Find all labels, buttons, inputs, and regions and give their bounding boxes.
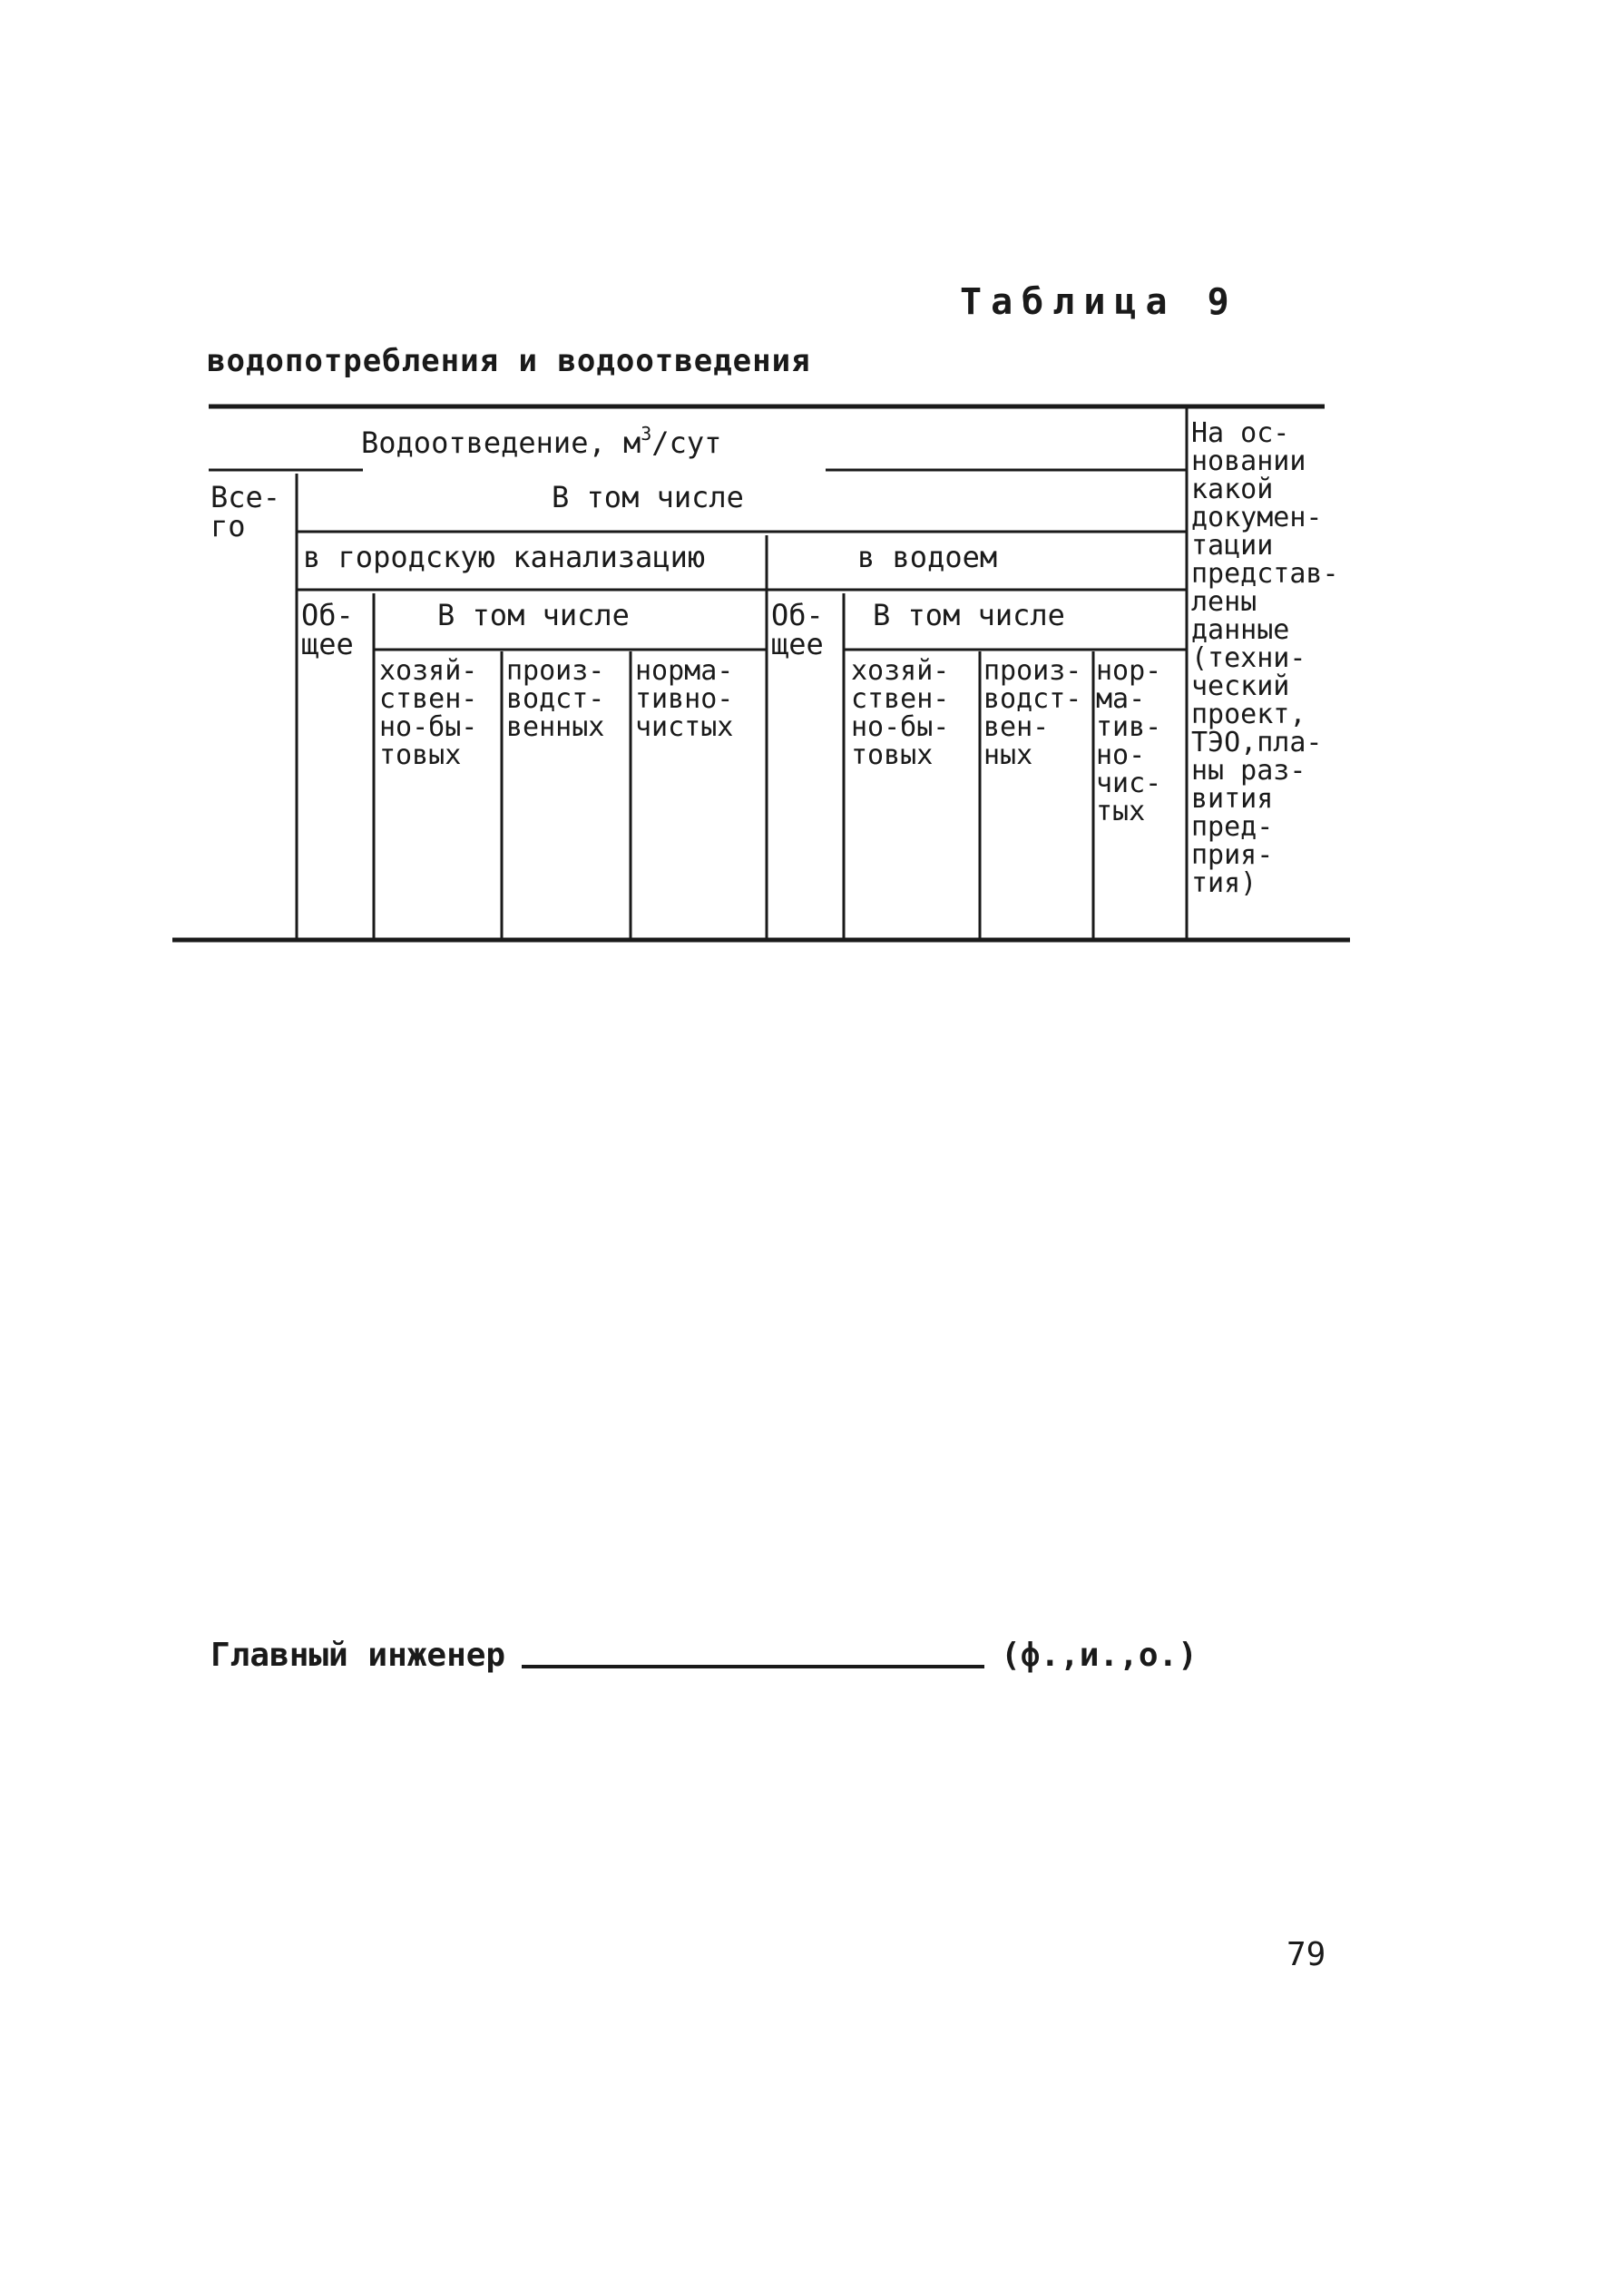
water-disposal-table — [172, 399, 1352, 944]
header-documentation-basis: На ос- новании какой докумен- тации представ- лены данные (техни- ческий проект, ТЭО,пла- ны раз- вития пред- прия- тия) — [1191, 417, 1339, 899]
header-water-body: в водоем — [857, 540, 998, 574]
signature-line — [522, 1638, 984, 1668]
signature-label: Главный инженер — [210, 1637, 506, 1674]
header-water-disposal — [361, 419, 722, 460]
table-grid-lines — [172, 399, 1352, 944]
header-city-household: хозяй- ствен- но-бы- товых — [379, 655, 478, 771]
header-city-industrial: произ- водст- венных — [506, 655, 605, 743]
header-city-normative: норма- тивно- чистых — [635, 655, 734, 743]
header-water-including: В том числе — [873, 598, 1065, 632]
header-water-normative: нор- ма- тив- но- чис- тых — [1096, 655, 1162, 827]
header-city-including: В том числе — [437, 598, 630, 632]
header-city-sewer: в городскую канализацию — [303, 540, 706, 574]
header-unit-suffix: /сут — [651, 426, 722, 460]
header-including: В том числе — [552, 480, 744, 514]
header-unit-exponent: 3 — [641, 423, 652, 445]
header-water-total: Об- щее — [771, 598, 824, 661]
header-water-industrial: произ- водст- вен- ных — [983, 655, 1082, 771]
header-water-household: хозяй- ствен- но-бы- товых — [851, 655, 950, 771]
header-total: Все- го — [210, 480, 281, 543]
signature-block — [210, 1637, 1198, 1674]
table-subtitle: водопотребления и водоотведения — [207, 343, 811, 379]
signature-fields: (ф.,и.,о.) — [1001, 1637, 1198, 1674]
table-caption: Таблица 9 — [960, 281, 1238, 323]
header-water-disposal-text: Водоотведение, м — [361, 426, 641, 460]
page-number: 79 — [1286, 1936, 1326, 1973]
header-city-total: Об- щее — [301, 598, 354, 661]
